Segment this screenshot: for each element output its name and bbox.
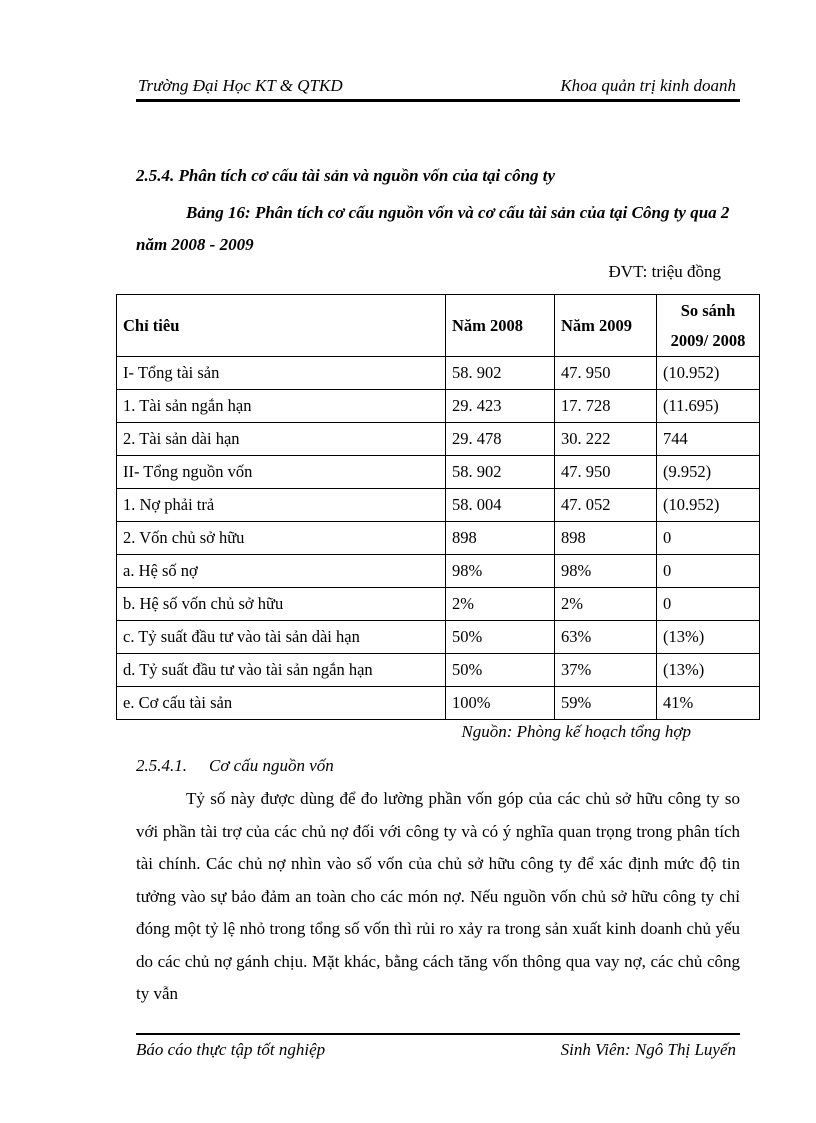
row-comparison: 41% — [657, 687, 760, 720]
table-row — [117, 423, 760, 456]
row-comparison: 0 — [657, 522, 760, 555]
table-row — [117, 555, 760, 588]
row-value-2008: 2% — [446, 588, 555, 621]
table-row — [117, 357, 760, 390]
table-row — [117, 687, 760, 720]
row-comparison: 0 — [657, 588, 760, 621]
header-divider — [136, 99, 740, 102]
row-value-2009: 37% — [555, 654, 657, 687]
row-indicator: b. Hệ số vốn chủ sở hữu — [117, 588, 446, 621]
table-source: Nguồn: Phòng kế hoạch tổng hợp — [461, 722, 691, 741]
section-title: 2.5.4. Phân tích cơ cấu tài sản và nguồn vốn của tại công ty — [136, 166, 556, 185]
table-header-row — [117, 295, 760, 357]
row-value-2008: 29. 478 — [446, 423, 555, 456]
row-indicator: 2. Tài sản dài hạn — [117, 423, 446, 456]
header-comparison — [657, 295, 760, 357]
row-value-2008: 58. 902 — [446, 456, 555, 489]
row-value-2009: 30. 222 — [555, 423, 657, 456]
row-comparison: (13%) — [657, 621, 760, 654]
header-comparison-line1: So sánh — [680, 300, 736, 320]
row-value-2009: 47. 052 — [555, 489, 657, 522]
row-value-2008: 58. 902 — [446, 357, 555, 390]
row-comparison: 744 — [657, 423, 760, 456]
row-indicator: a. Hệ số nợ — [117, 555, 446, 588]
header-year-2009: Năm 2009 — [555, 295, 657, 357]
footer-report-title: Báo cáo thực tập tốt nghiệp — [136, 1040, 326, 1059]
row-indicator: I- Tổng tài sản — [117, 357, 446, 390]
row-value-2008: 50% — [446, 621, 555, 654]
row-indicator: 2. Vốn chủ sở hữu — [117, 522, 446, 555]
row-indicator: II- Tổng nguồn vốn — [117, 456, 446, 489]
table-row — [117, 588, 760, 621]
row-value-2009: 2% — [555, 588, 657, 621]
row-comparison: 0 — [657, 555, 760, 588]
header-comparison-line2: 2009/ 2008 — [670, 330, 746, 350]
row-value-2008: 29. 423 — [446, 390, 555, 423]
header-faculty-name: Khoa quản trị kinh doanh — [560, 76, 736, 95]
row-comparison: (10.952) — [657, 489, 760, 522]
row-value-2009: 59% — [555, 687, 657, 720]
table-row — [117, 390, 760, 423]
row-indicator: 1. Tài sản ngắn hạn — [117, 390, 446, 423]
row-indicator: 1. Nợ phải trả — [117, 489, 446, 522]
row-indicator: c. Tỷ suất đầu tư vào tài sản dài hạn — [117, 621, 446, 654]
row-value-2009: 47. 950 — [555, 357, 657, 390]
header-year-2008: Năm 2008 — [446, 295, 555, 357]
table-row — [117, 522, 760, 555]
subsection-heading — [136, 756, 334, 776]
row-value-2009: 898 — [555, 522, 657, 555]
row-indicator: d. Tỷ suất đầu tư vào tài sản ngắn hạn — [117, 654, 446, 687]
row-comparison: (10.952) — [657, 357, 760, 390]
subsection-number: 2.5.4.1. — [136, 756, 187, 775]
row-value-2009: 98% — [555, 555, 657, 588]
row-value-2009: 63% — [555, 621, 657, 654]
row-comparison: (9.952) — [657, 456, 760, 489]
row-comparison: (13%) — [657, 654, 760, 687]
row-value-2009: 17. 728 — [555, 390, 657, 423]
row-value-2008: 98% — [446, 555, 555, 588]
body-paragraph: Tỷ số này được dùng để đo lường phần vốn góp của các chủ sở hữu công ty so với phần tài trợ của các chủ nợ đối với công ty và có ý nghĩa quan trọng trong phân tích tài chính. Các chủ nợ nhìn vào số vốn của chủ sở hữu công ty để xác định mức độ tin tưởng vào sự bảo đảm an toàn cho các món nợ. Nếu nguồn vốn chủ sở hữu công ty chỉ đóng một tỷ lệ nhỏ trong tổng số vốn thì rủi ro xảy ra trong sản xuất kinh doanh chủ yếu do các chủ nợ gánh chịu. Mặt khác, bằng cách tăng vốn thông qua vay nợ, các chủ công ty vẫn — [136, 789, 740, 1003]
subsection-title: Cơ cấu nguồn vốn — [209, 756, 334, 775]
table-caption: Bảng 16: Phân tích cơ cấu nguồn vốn và cơ cấu tài sản của tại Công ty qua 2 năm 2008 - 2009 — [136, 203, 730, 254]
unit-note: ĐVT: triệu đồng — [608, 262, 721, 281]
row-value-2009: 47. 950 — [555, 456, 657, 489]
table-row — [117, 654, 760, 687]
row-value-2008: 898 — [446, 522, 555, 555]
header-indicator: Chỉ tiêu — [117, 295, 446, 357]
table-row — [117, 456, 760, 489]
row-comparison: (11.695) — [657, 390, 760, 423]
row-indicator: e. Cơ cấu tài sản — [117, 687, 446, 720]
table-row — [117, 621, 760, 654]
table-row — [117, 489, 760, 522]
row-value-2008: 50% — [446, 654, 555, 687]
header-school-name: Trường Đại Học KT & QTKD — [138, 76, 343, 95]
capital-structure-table — [116, 294, 760, 720]
row-value-2008: 100% — [446, 687, 555, 720]
footer-student-name: Sinh Viên: Ngô Thị Luyến — [560, 1040, 736, 1059]
row-value-2008: 58. 004 — [446, 489, 555, 522]
footer-divider — [136, 1033, 740, 1035]
